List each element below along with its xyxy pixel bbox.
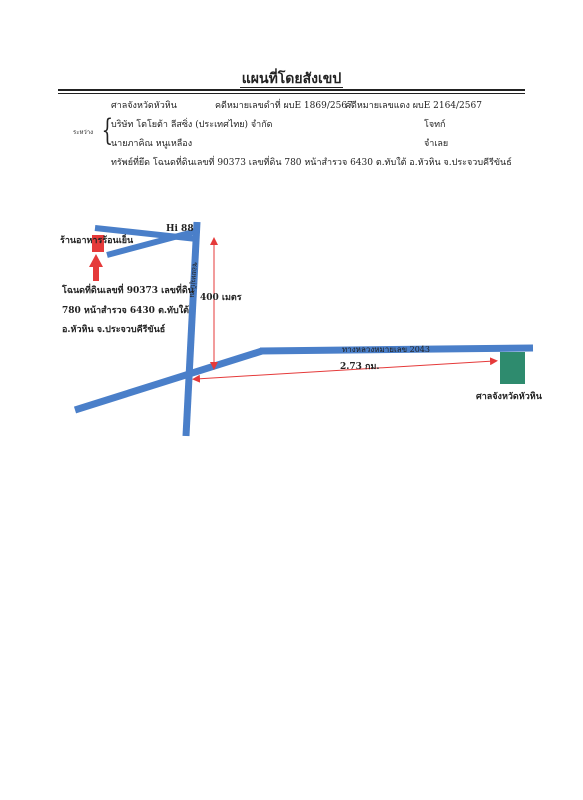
defendant-name: นายภาคิณ หนูเหลือง — [111, 139, 193, 149]
red-case-number: คดีหมายเลขแดง ผบE 2164/2567 — [345, 101, 482, 111]
between-label: ระหว่าง — [73, 129, 94, 136]
black-case-number: คดีหมายเลขดำที่ ผบE 1869/2567 — [215, 101, 353, 111]
plaintiff-role: โจทก์ — [424, 120, 446, 130]
land-pointer-arrow-stem — [93, 266, 99, 281]
land-note-line: 780 หน้าสำรวจ 6430 ต.ทับใต้ — [62, 306, 189, 316]
brace-icon: { — [101, 113, 114, 148]
highway-label: ทางหลวงหมายเลข 2043 — [342, 345, 430, 354]
highway-west — [75, 351, 262, 410]
land-note — [61, 283, 195, 335]
distance-273-label: 2.73 กม. — [340, 362, 380, 372]
main-vertical-road — [186, 222, 197, 436]
hi88-label: Hi 88 — [166, 224, 194, 234]
court-marker — [500, 352, 525, 384]
defendant-role: จำเลย — [424, 139, 449, 149]
court-name: ศาลจังหวัดหัวหิน — [111, 101, 177, 111]
land-pointer-arrow-icon — [89, 254, 103, 267]
land-note-line: อ.หัวหิน จ.ประจวบคีรีขันธ์ — [62, 325, 166, 335]
court-label: ศาลจังหวัดหัวหิน — [476, 392, 542, 402]
side-road-label: ซอยหมู่บ้าน — [187, 261, 199, 298]
shop-label: ร้านอาหารร้อนเย็น — [60, 236, 134, 246]
page-title: แผนที่โดยสังเขป — [241, 71, 342, 87]
land-note-line: โฉนดที่ดินเลขที่ 90373 เลขที่ดิน — [62, 286, 194, 296]
plaintiff-name: บริษัท โตโยต้า ลีสซิ่ง (ประเทศไทย) จำกัด — [111, 120, 273, 130]
seized-property: ทรัพย์ที่ยึด โฉนดที่ดินเลขที่ 90373 เลขที่ดิน 780 หน้าสำรวจ 6430 ต.ทับใต้ อ.หัวหิน จ.ประจวบคีรีขันธ์ — [111, 158, 512, 168]
distance-400-label: 400 เมตร — [200, 293, 242, 303]
